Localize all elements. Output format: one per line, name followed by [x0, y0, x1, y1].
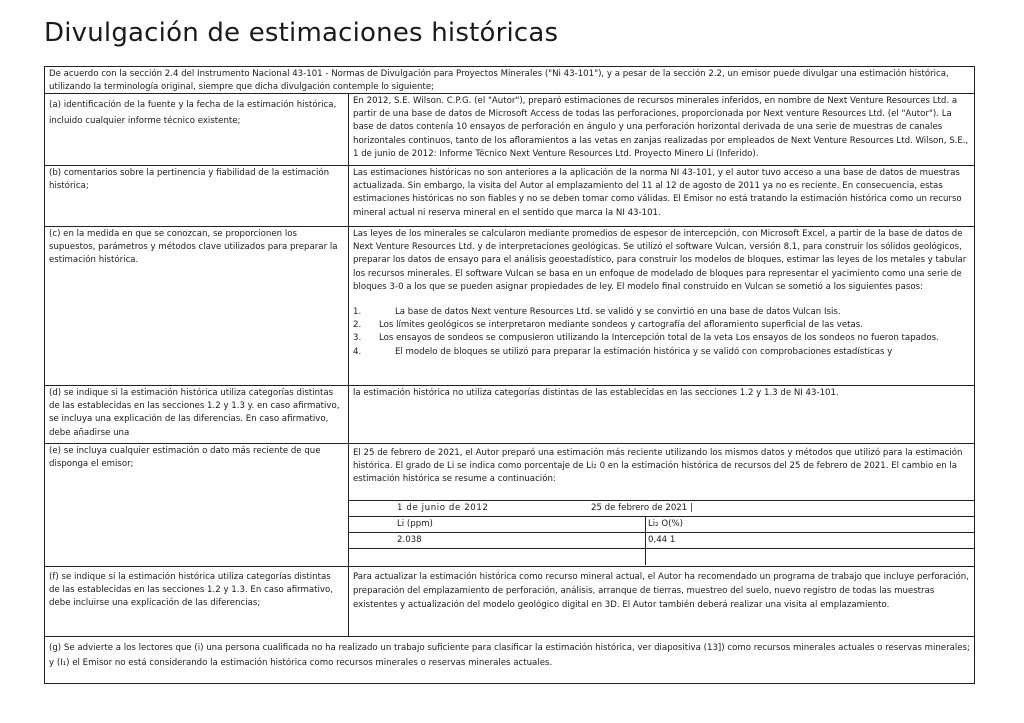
step-text: El modelo de bloques se utilizó para preparar la estimación histórica y se validó con comprobaciones estadísticas y — [395, 346, 893, 357]
step-item — [353, 306, 970, 319]
step-text: La base de datos Next venture Resources Ltd. se validó y se convirtió en una base de datos Vulcan Isis. — [395, 307, 841, 318]
row-e-paragraph: El 25 de febrero de 2021, el Autor preparó una estimación más reciente utilizando los mismos datos y métodos que utilizó para la estimación histórica. El grado de Li se indica como porcentaje de Li₂ 0 en la estimación histórica de recursos del 25 de febrero de 2021. El cambio en la estimación histórica se resume a continuación: — [353, 448, 963, 485]
row-f-paragraph: Para actualizar la estimación histórica como recurso mineral actual, el Autor ha recomendado un programa de trabajo que incluye perforación, preparación del emplazamiento de perforación, análisis, arranque de tierras, muestreo del suelo, nuevo registro de todas las muestras existentes y actualización del modelo geológico digital en 3D. El Autor también deberá realizar una visita al emplazamiento. — [353, 572, 969, 610]
step-number: 1. — [353, 307, 362, 318]
row-e-label: (e) se incluya cualquier estimación o dato más reciente de que disponga el emisor; — [45, 444, 349, 567]
comparison-values-row — [349, 532, 974, 548]
step-number: 4. — [353, 346, 362, 357]
value-li-ppm: 2.038 — [397, 535, 422, 545]
row-d-label: (d) se indique si la estimación histórica utiliza categorías distintas de las establecidas en las secciones 1.2 y 1.3 y. en caso afirmativo, se incluya una explicación de las diferencias. En caso afirmativo, debe añadirse una — [45, 386, 349, 444]
intro-paragraph: De acuerdo con la sección 2.4 del Instrumento Nacional 43-101 - Normas de Divulgación para Proyectos Minerales ("Ni 43-101"), y a pesar de la sección 2.2, un emisor puede divulgar una estimación histórica, utilizando la terminología original, siempre que dicha divulgación contemple lo siguiente; — [45, 67, 974, 94]
step-item — [353, 319, 970, 332]
step-text: Los límites geológicos se interpretaron mediante sondeos y cartografía del afloramiento superficial de las vetas. — [379, 320, 863, 331]
closing-warning — [45, 637, 974, 683]
step-item — [353, 332, 970, 345]
row-c-paragraph: Las leyes de los minerales se calcularon mediante promedios de espesor de intercepción, con Microsoft Excel, a partir de la base de datos de Next Venture Resources Ltd. y de interpretaciones geológicas. Se utilizó el software Vulcan, versión 8.1, para construir los sólidos geológicos, preparar los datos de ensayo para el análisis geoestadístico, para construir los modelos de bloques, estimar las leyes de los metales y tabular los recursos minerales. El software Vulcan se basa en un enfoque de modelado de bloques para representar el yacimiento como una serie de bloques 3-0 a los que se pueden asignar propiedades de ley. El modelo final construido en Vulcan se sometió a los siguientes pasos: — [353, 229, 967, 292]
value-li2o-percent: 0,44 1 — [645, 533, 975, 548]
page-title: Divulgación de estimaciones históricas — [44, 18, 559, 48]
row-c-content — [349, 227, 974, 386]
date-2021: 25 de febrero de 2021 | — [591, 503, 693, 513]
row-f-content — [349, 567, 974, 637]
row-a-label — [45, 94, 349, 166]
unit-li-ppm: Li (ppm) — [397, 519, 433, 529]
closing-warning-text: (g) Se advierte a los lectores que (i) una persona cualificada no ha realizado un trabajo suficiente para clasificar la estimación histórica, ver diapositiva (13]) como recursos minerales actuales o reservas minerales; y (I₁) el Emisor no está considerando la estimación histórica como recursos minerales o reservas minerales actuales. — [49, 643, 970, 668]
date-2012: 1 de junio de 2012 — [397, 503, 489, 513]
disclosure-table — [44, 66, 975, 684]
comparison-header-row — [349, 500, 974, 516]
row-f-label — [45, 567, 349, 637]
step-text: Los ensayos de sondeos se compusieron utilizando la Intercepción total de la veta Los ensayos de los sondeos no fueron tapados. — [379, 333, 939, 344]
row-a-content: En 2012, S.E. Wilson. C.P.G. (el "Autor"), preparó estimaciones de recursos minerales inferidos, en nombre de Next Venture Resources Ltd. a partir de una base de datos de Microsoft Access de todas las perforaciones, proporcionada por Next venture Resources Ltd. (el "Autor"). La base de datos contenía 10 ensayos de perforación en ángulo y una perforación horizontal derivada de una serie de muestras de canales horizontales continuos, tanto de los afloramientos a las vetas en zanjas realizadas por empleados de Next Venture Resources Ltd. Wilson, S.E., 1 de junio de 2012: Informe Técnico Next Venture Resources Ltd. Proyecto Minero Li (Inferido). — [349, 94, 974, 166]
comparison-empty-row — [349, 548, 974, 565]
row-a-label-text: (a) identificación de la fuente y la fecha de la estimación histórica, incluido cualquier informe técnico existente; — [49, 100, 337, 126]
row-d-content: la estimación histórica no utiliza categorías distintas de las establecidas en las secciones 1.2 y 1.3 de NI 43-101. — [349, 386, 974, 444]
step-number: 2. — [353, 320, 362, 331]
unit-li2o-percent: Li₂ O(%) — [645, 517, 975, 532]
step-number: 3. — [353, 333, 362, 344]
comparison-units-row — [349, 516, 974, 532]
row-c-label: (c) en la medida en que se conozcan, se proporcionen los supuestos, parámetros y métodos clave utilizados para preparar la estimación histórica. — [45, 227, 349, 386]
row-b-label: (b) comentarios sobre la pertinencia y fiabilidad de la estimación histórica; — [45, 166, 349, 227]
row-b-content: Las estimaciones históricas no son anteriores a la aplicación de la norma NI 43-101, y el autor tuvo acceso a una base de datos de muestras actualizada. Sin embargo, la visita del Autor al emplazamiento del 11 al 12 de agosto de 2011 ya no es reciente. En consecuencia, estas estimaciones históricas no son fiables y no se deben tomar como válidas. El Emisor no está tratando la estimación histórica como un recurso mineral actual ni reserva mineral en el sentido que marca la NI 43-101. — [349, 166, 974, 227]
step-item — [353, 346, 970, 359]
row-f-label-text: (f) se indique si la estimación histórica utiliza categorías distintas de las establecidas en las secciones 1.2 y 1.3. En caso afirmativo, debe incluirse una explicación de las diferencias; — [49, 572, 333, 609]
